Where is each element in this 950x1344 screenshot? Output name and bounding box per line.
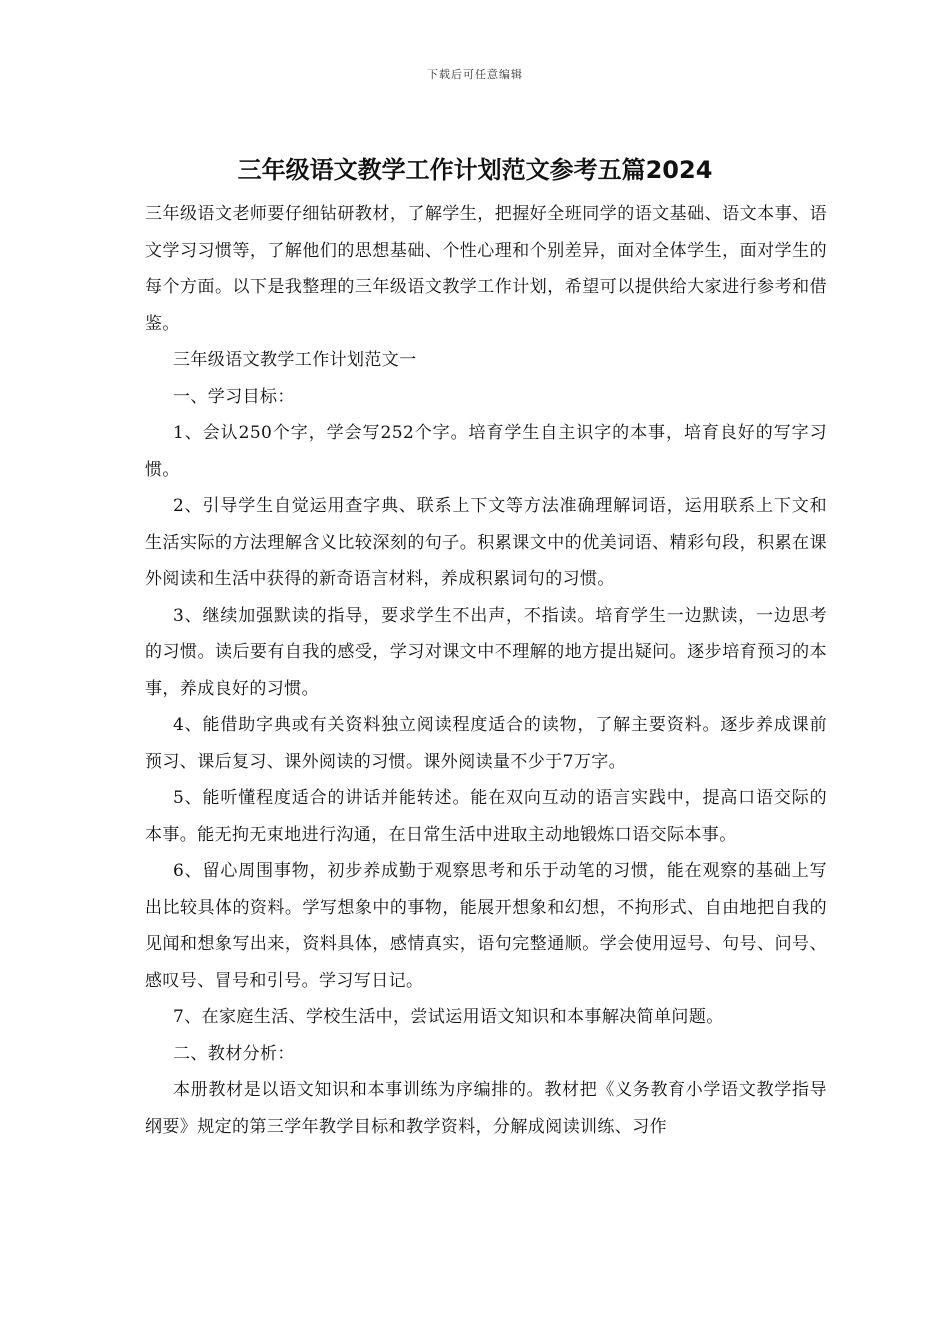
heading-learning-goals: 一、学习目标： — [173, 386, 295, 407]
document-title: 三年级语文教学工作计划范文参考五篇2024 — [237, 156, 713, 184]
page-header-note: 下载后可任意编辑 — [427, 68, 523, 81]
heading-textbook-analysis: 二、教材分析： — [173, 1043, 295, 1064]
goal-paragraph-6: 6、留心周围事物，初步养成勤于观察思考和乐于动笔的习惯，能在观察的基础上写出比较具体的资料。学写想象中的事物，能展开想象和幻想，不拘形式、自由地把自我的见闻和想象写出来，资料具体，感情真实，语句完整通顺。学会使用逗号、句号、问号、感叹号、冒号和引号。学习写日记。 — [145, 861, 827, 991]
document-body — [145, 196, 827, 1145]
goal-paragraph-5: 5、能听懂程度适合的讲话并能转述。能在双向互动的语言实践中，提高口语交际的本事。能无拘无束地进行沟通，在日常生活中进取主动地锻炼口语交际本事。 — [145, 788, 827, 845]
goal-paragraph-2: 2、引导学生自觉运用查字典、联系上下文等方法准确理解词语，运用联系上下文和生活实际的方法理解含义比较深刻的句子。积累课文中的优美词语、精彩句段，积累在课外阅读和生活中获得的新奇语言材料，养成积累词句的习惯。 — [145, 496, 827, 589]
analysis-paragraph: 本册教材是以语文知识和本事训练为序编排的。教材把《义务教育小学语文教学指导纲要》规定的第三学年教学目标和教学资料，分解成阅读训练、习作 — [145, 1080, 827, 1137]
goal-paragraph-7: 7、在家庭生活、学校生活中，尝试运用语文知识和本事解决简单问题。 — [173, 1007, 724, 1027]
goal-paragraph-1: 1、会认250个字，学会写252个字。培育学生自主识字的本事，培育良好的写字习惯。 — [145, 423, 827, 480]
intro-paragraph: 三年级语文老师要仔细钻研教材，了解学生，把握好全班同学的语文基础、语文本事、语文学习习惯等，了解他们的思想基础、个性心理和个别差异，面对全体学生，面对学生的每个方面。以下是我整理的三年级语文教学工作计划，希望可以提供给大家进行参考和借鉴。 — [145, 204, 827, 334]
goal-paragraph-4: 4、能借助字典或有关资料独立阅读程度适合的读物，了解主要资料。逐步养成课前预习、课后复习、课外阅读的习惯。课外阅读量不少于7万字。 — [145, 715, 827, 772]
section-title: 三年级语文教学工作计划范文一 — [173, 350, 417, 370]
goal-paragraph-3: 3、继续加强默读的指导，要求学生不出声，不指读。培育学生一边默读，一边思考的习惯。读后要有自我的感受，学习对课文中不理解的地方提出疑问。逐步培育预习的本事，养成良好的习惯。 — [145, 605, 827, 699]
